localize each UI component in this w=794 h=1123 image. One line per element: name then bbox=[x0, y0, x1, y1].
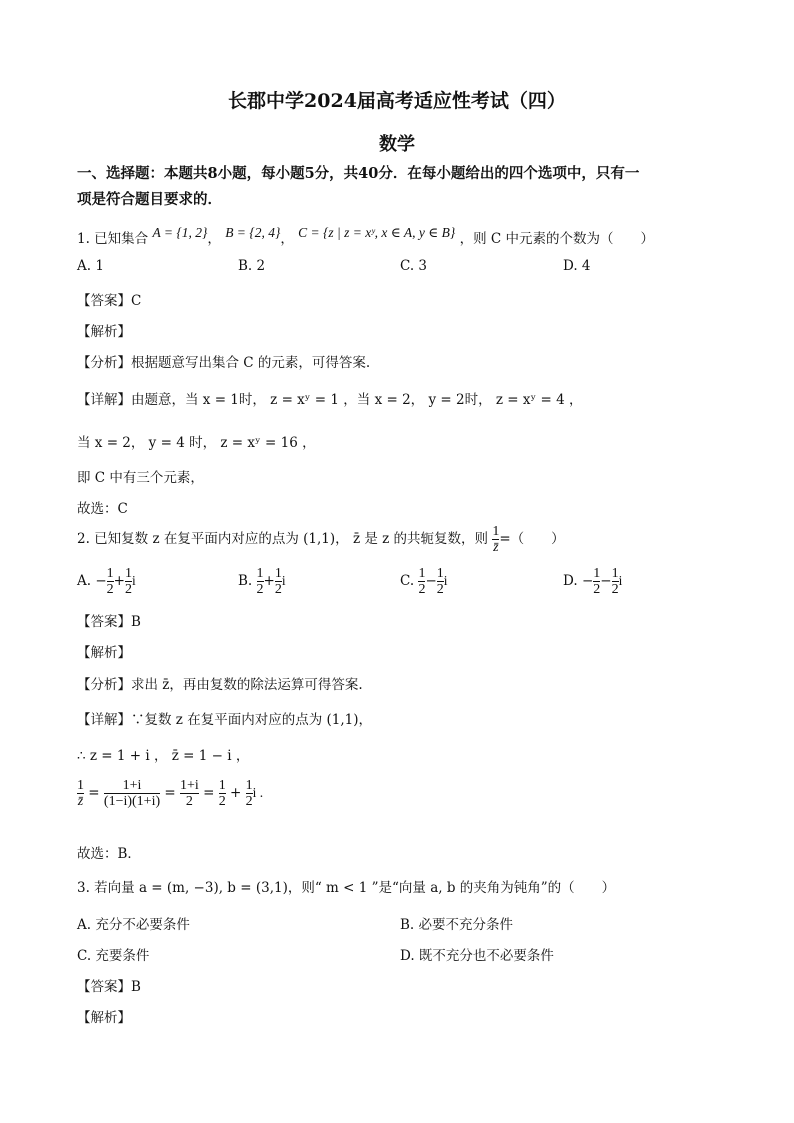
frac-denominator: 2 bbox=[593, 582, 601, 597]
frac-denominator: 2 bbox=[418, 582, 426, 597]
q2-detail-2: ∴ z = 1 + i ， z̄ = 1 − i ， bbox=[77, 748, 250, 764]
frac-denominator: z̄ bbox=[77, 794, 84, 809]
q1-suffix: ，则 C 中元素的个数为（ ） bbox=[459, 231, 655, 247]
frac-numerator: 1+i bbox=[180, 778, 199, 793]
frac-denominator: 2 bbox=[124, 582, 132, 597]
frac-denominator: 2 bbox=[436, 582, 444, 597]
q1-answer-value: C bbox=[131, 293, 142, 309]
answer-label: 【答案】 bbox=[77, 293, 131, 309]
choose-label: 故选： bbox=[77, 846, 118, 862]
q1-option-c: C. 3 bbox=[400, 258, 428, 274]
q2-option-a bbox=[77, 566, 136, 597]
q1-detail-1-text: 由题意，当 x = 1时， z = xʸ = 1 ，当 x = 2， y = 2时， z = xʸ = 4 ， bbox=[131, 392, 583, 408]
q2-analysis-label: 【解析】 bbox=[77, 645, 131, 661]
frac-numerator: 1 bbox=[218, 778, 226, 793]
choose-label: 故选： bbox=[77, 501, 118, 517]
q1-prefix: 1. 已知集合 bbox=[77, 231, 149, 247]
q1-stem: 1. 已知集合 A = {1, 2}， B = {2, 4}， C = {z | z = xʸ, x ∈ A, y ∈ B} ，则 C 中元素的个数为（ ） bbox=[77, 225, 655, 247]
exam-title: 长郡中学2024届高考适应性考试（四） bbox=[228, 90, 566, 112]
q2-fenxi bbox=[77, 673, 363, 693]
frac-denominator: 2 bbox=[611, 582, 619, 597]
q3-option-b: B. 必要不充分条件 bbox=[400, 917, 514, 933]
q3-option-a: A. 充分不必要条件 bbox=[77, 917, 190, 933]
frac-numerator: 1 bbox=[593, 566, 601, 581]
q2-answer-value: B bbox=[131, 614, 141, 630]
option-label: A. bbox=[77, 573, 92, 589]
option-sign: + bbox=[113, 573, 125, 589]
q1-detail-2: 当 x = 2， y = 4 时， z = xʸ = 16 ， bbox=[77, 435, 316, 451]
q1-choose-value: C bbox=[117, 501, 128, 517]
q2-option-c bbox=[400, 566, 448, 597]
frac-denominator: 2 bbox=[218, 794, 226, 809]
q2-choose bbox=[77, 842, 141, 862]
q3-option-d: D. 既不充分也不必要条件 bbox=[400, 948, 554, 964]
subject-title: 数学 bbox=[379, 134, 415, 155]
option-sign: − bbox=[600, 573, 612, 589]
q1-detail-1 bbox=[77, 388, 582, 408]
frac-numerator: 1 bbox=[436, 566, 444, 581]
option-label: B. bbox=[238, 573, 253, 589]
frac-denominator: 2 bbox=[106, 582, 114, 597]
frac-numerator: 1 bbox=[106, 566, 114, 581]
fenxi-label: 【分析】 bbox=[77, 355, 131, 371]
q1-fenxi bbox=[77, 351, 370, 371]
q2-detail-1-text: ∵复数 z 在复平面内对应的点为 (1,1)， bbox=[131, 712, 372, 728]
option-label: D. bbox=[563, 573, 578, 589]
option-sign: + bbox=[263, 573, 275, 589]
imag-unit: i bbox=[618, 573, 623, 588]
q1-fenxi-text: 根据题意写出集合 C 的元素，可得答案. bbox=[131, 355, 371, 371]
frac-numerator: 1 bbox=[256, 566, 264, 581]
imag-unit: i bbox=[443, 573, 448, 588]
frac-numerator: 1 bbox=[77, 778, 84, 793]
q1-option-d: D. 4 bbox=[563, 258, 591, 274]
q1-set-b: B = {2, 4} bbox=[225, 225, 281, 240]
q2-detail-1 bbox=[77, 708, 372, 728]
q1-option-a: A. 1 bbox=[77, 258, 104, 274]
frac-numerator: 1 bbox=[418, 566, 426, 581]
q2-stem-text: 2. 已知复数 z 在复平面内对应的点为 (1,1)， z̄ 是 z 的共轭复数，则 bbox=[77, 531, 489, 547]
q3-answer bbox=[77, 975, 141, 995]
xiangjie-label: 【详解】 bbox=[77, 392, 131, 408]
q2-option-b bbox=[238, 566, 286, 597]
option-sign: − bbox=[581, 573, 594, 589]
q3-analysis-label: 【解析】 bbox=[77, 1010, 131, 1026]
q2-choose-value: B． bbox=[117, 846, 141, 862]
q1-choose bbox=[77, 497, 128, 517]
frac-numerator: 1 bbox=[274, 566, 282, 581]
q2-stem bbox=[77, 524, 565, 555]
q1-option-b: B. 2 bbox=[238, 258, 266, 274]
q2-option-d bbox=[563, 566, 622, 597]
frac-numerator: 1+i bbox=[122, 778, 142, 793]
option-sign: − bbox=[95, 573, 107, 589]
q3-option-c: C. 充要条件 bbox=[77, 948, 150, 964]
q3-answer-value: B bbox=[131, 979, 141, 995]
frac-numerator: 1 bbox=[611, 566, 619, 581]
answer-label: 【答案】 bbox=[77, 979, 131, 995]
frac-denominator: 2 bbox=[274, 582, 282, 597]
q1-answer bbox=[77, 289, 141, 309]
q1-set-a: A = {1, 2} bbox=[152, 225, 208, 240]
q3-stem: 3. 若向量 a = (m, −3), b = (3,1)，则“ m < 1 ”是“向量 a, b 的夹角为钝角”的（ ） bbox=[77, 880, 616, 896]
q2-calculation: $\frac{1}{z̄}$ = $\frac{1+i}{(1-i)(1+i)}$ = $\frac{1+i}{2}$ = $\frac{1}{2}$ + $\frac{1}{2}$ i . bbox=[77, 778, 264, 809]
section-heading-line2: 项是符合题目要求的． bbox=[77, 191, 222, 208]
fenxi-label: 【分析】 bbox=[77, 677, 131, 693]
frac-denominator: z̄ bbox=[493, 540, 499, 555]
frac-numerator: 1 bbox=[492, 524, 500, 539]
q2-answer bbox=[77, 610, 141, 630]
frac-denominator: 2 bbox=[245, 794, 253, 809]
frac-numerator: 1 bbox=[245, 778, 253, 793]
q1-analysis-label: 【解析】 bbox=[77, 324, 131, 340]
frac-denominator: 2 bbox=[180, 793, 199, 809]
answer-label: 【答案】 bbox=[77, 614, 131, 630]
q2-stem-end: =（ ） bbox=[499, 531, 565, 547]
section-heading-line1: 一、选择题：本题共8小题，每小题5分，共40分．在每小题给出的四个选项中，只有一 bbox=[77, 165, 640, 182]
q1-detail-3: 即 C 中有三个元素， bbox=[77, 470, 204, 486]
calc-tail: i . bbox=[252, 785, 264, 800]
xiangjie-label: 【详解】 bbox=[77, 712, 131, 728]
option-label: C. bbox=[400, 573, 415, 589]
imag-unit: i bbox=[281, 573, 286, 588]
q2-fenxi-text: 求出 z̄，再由复数的除法运算可得答案. bbox=[131, 677, 363, 693]
q1-set-c: C = {z | z = xʸ, x ∈ A, y ∈ B} bbox=[298, 225, 456, 240]
frac-denominator: (1−i)(1+i) bbox=[103, 794, 161, 809]
frac-numerator: 1 bbox=[124, 566, 132, 581]
imag-unit: i bbox=[131, 573, 136, 588]
option-sign: − bbox=[425, 573, 437, 589]
frac-denominator: 2 bbox=[256, 582, 264, 597]
